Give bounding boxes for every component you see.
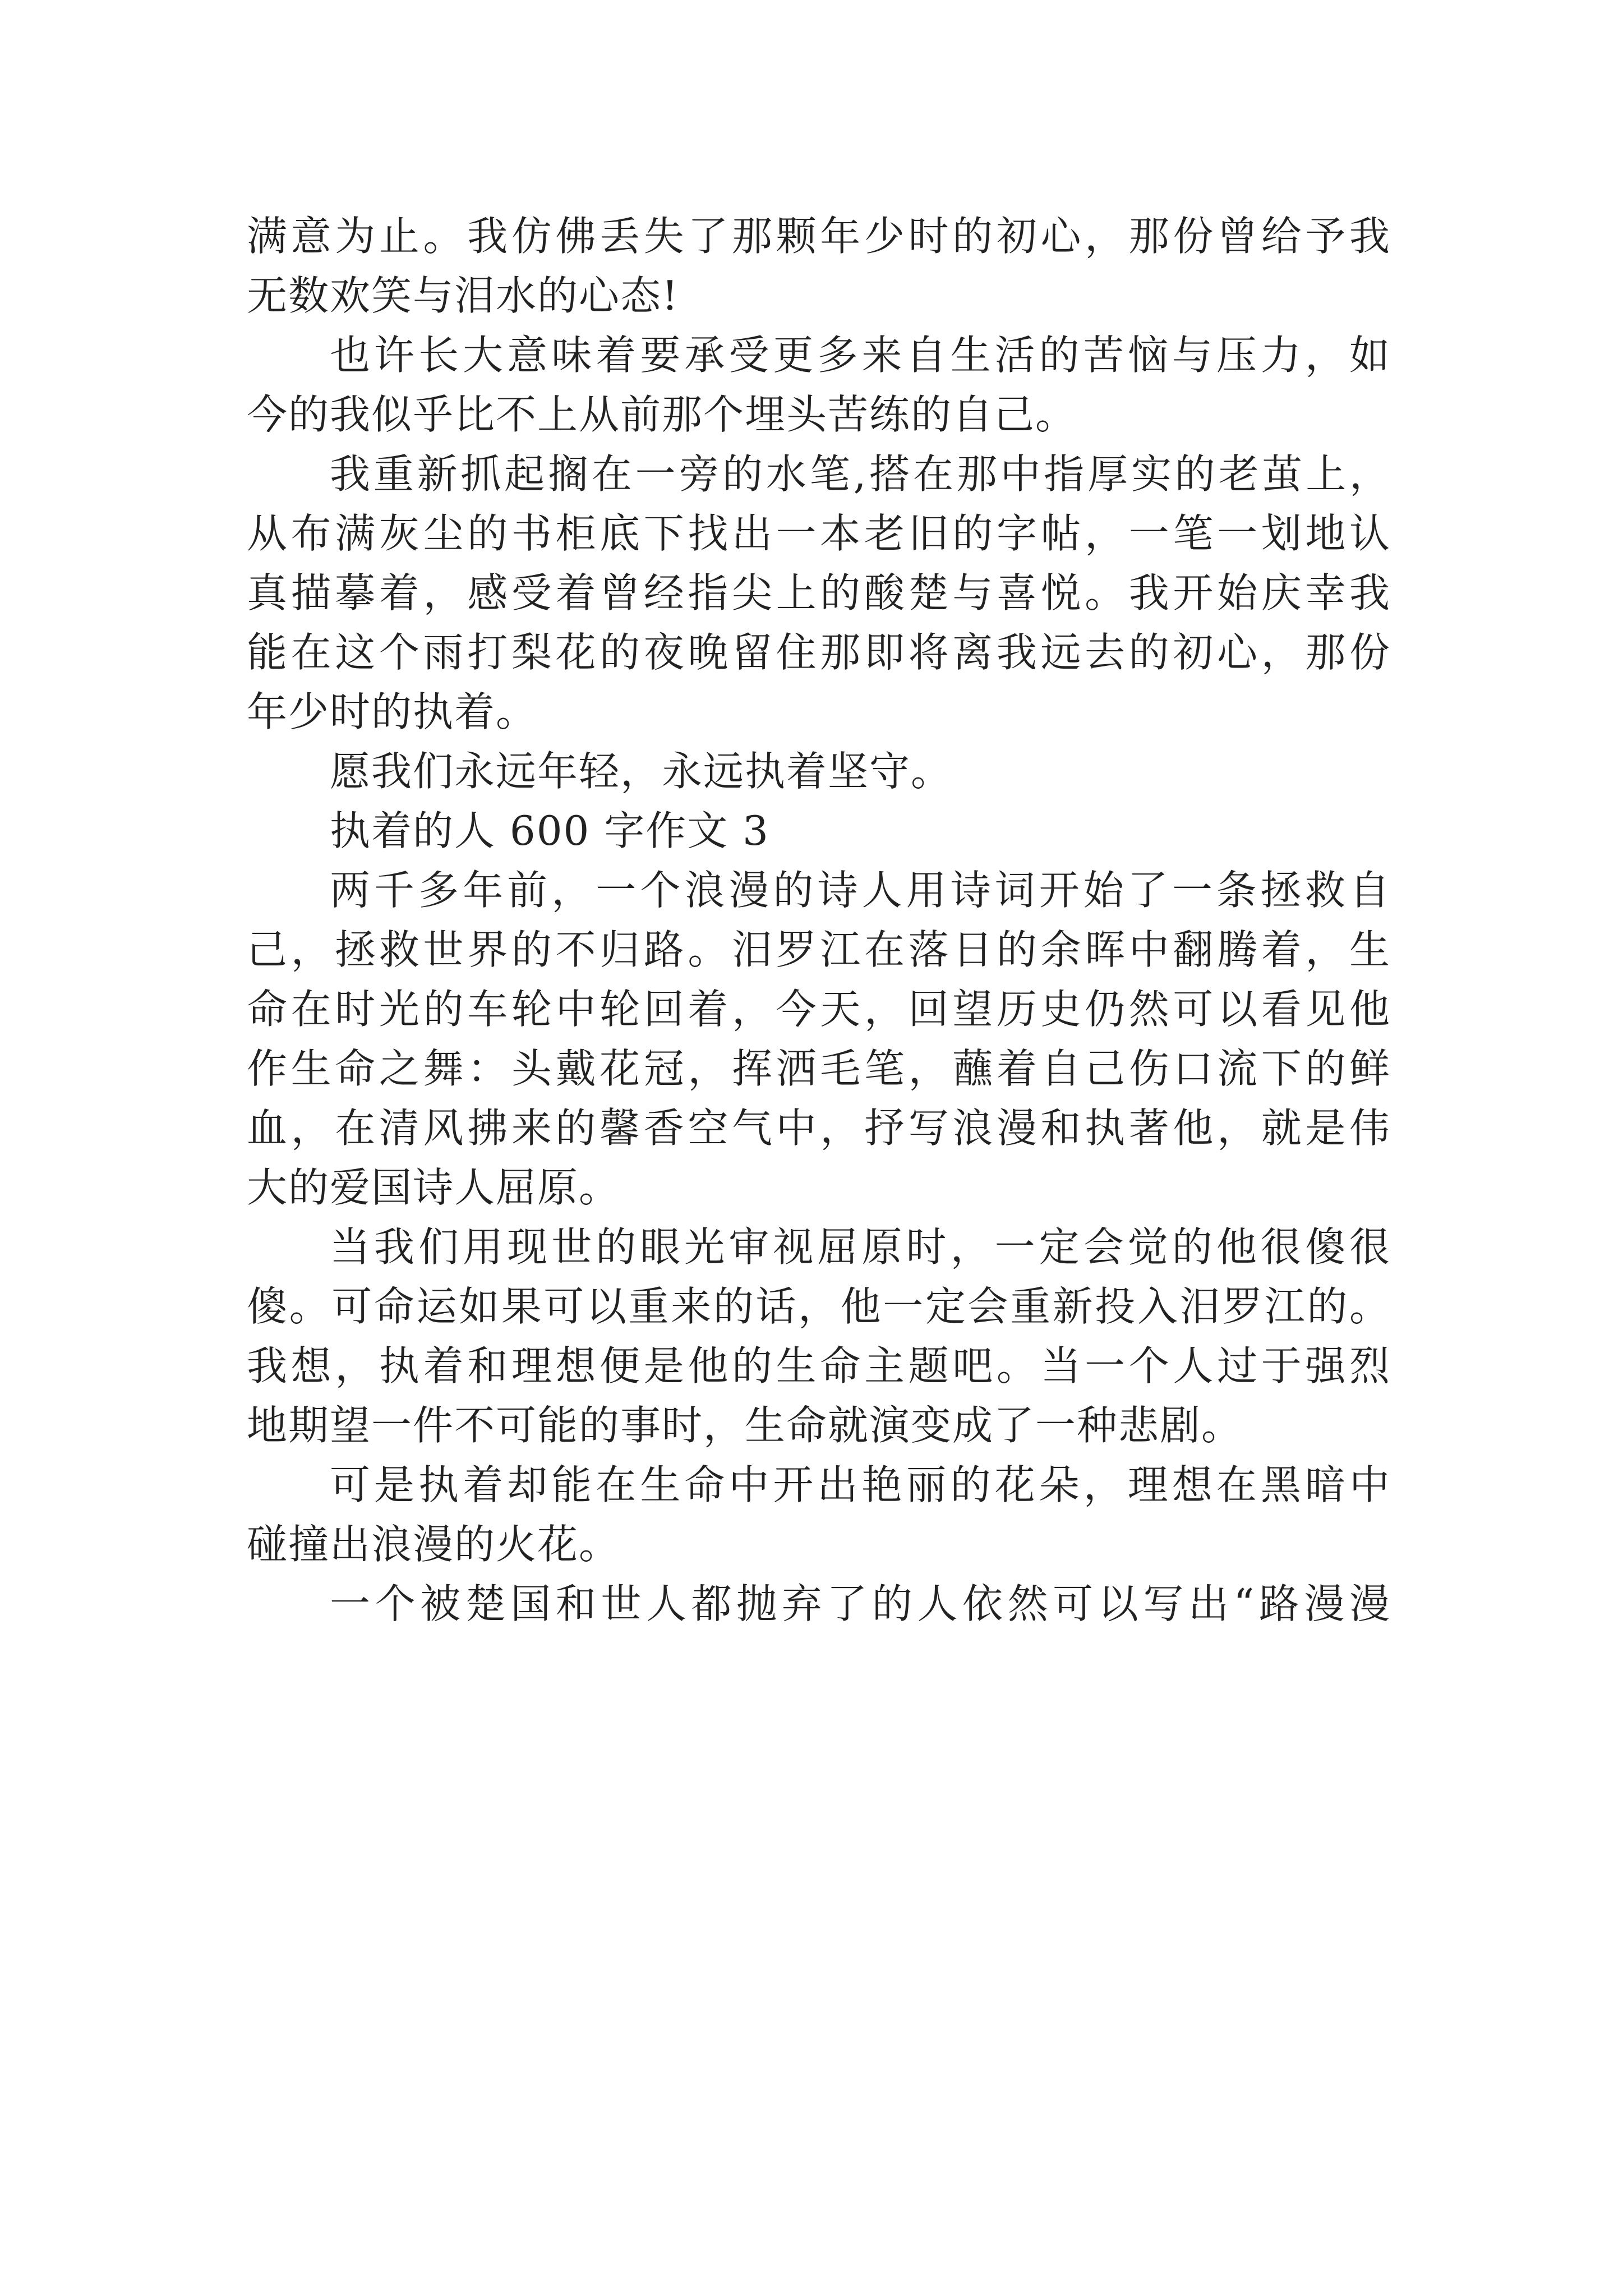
- text-line: 己，拯救世界的不归路。汨罗江在落日的余晖中翻腾着，生: [247, 926, 1391, 973]
- text-line: 两千多年前，一个浪漫的诗人用诗词开始了一条拯救自: [330, 867, 1391, 914]
- text-line: 碰撞出浪漫的火花。: [247, 1521, 621, 1568]
- text-line: 大的爱国诗人屈原。: [247, 1164, 621, 1211]
- text-line: 无数欢笑与泪水的心态!: [247, 272, 679, 319]
- text-line: 执着的人 600 字作文 3: [330, 807, 769, 854]
- text-line: 地期望一件不可能的事时，生命就演变成了一种悲剧。: [247, 1402, 1243, 1449]
- text-line: 可是执着却能在生命中开出艳丽的花朵，理想在黑暗中: [330, 1461, 1391, 1508]
- text-line: 真描摹着，感受着曾经指尖上的酸楚与喜悦。我开始庆幸我: [247, 569, 1391, 616]
- text-line: 一个被楚国和世人都抛弃了的人依然可以写出“路漫漫: [330, 1580, 1391, 1627]
- text-line: 血，在清风拂来的馨香空气中，抒写浪漫和执著他，就是伟: [247, 1105, 1391, 1152]
- text-line: 能在这个雨打梨花的夜晚留住那即将离我远去的初心，那份: [247, 629, 1391, 676]
- text-line: 傻。可命运如果可以重来的话，他一定会重新投入汨罗江的。: [247, 1283, 1391, 1330]
- text-line: 当我们用现世的眼光审视屈原时，一定会觉的他很傻很: [330, 1223, 1391, 1271]
- text-line: 从布满灰尘的书柜底下找出一本老旧的字帖，一笔一划地认: [247, 510, 1391, 557]
- document-body: [247, 206, 1391, 1634]
- text-line: 满意为止。我仿佛丢失了那颗年少时的初心，那份曾给予我: [247, 213, 1391, 260]
- text-line: 我想，执着和理想便是他的生命主题吧。当一个人过于强烈: [247, 1342, 1391, 1389]
- text-line: 也许长大意味着要承受更多来自生活的苦恼与压力，如: [330, 332, 1391, 379]
- text-line: 我重新抓起搁在一旁的水笔,搭在那中指厚实的老茧上，: [330, 450, 1391, 498]
- text-line: 愿我们永远年轻，永远执着坚守。: [330, 748, 953, 795]
- text-line: 命在时光的车轮中轮回着，今天，回望历史仍然可以看见他: [247, 986, 1391, 1033]
- text-line: 作生命之舞：头戴花冠，挥洒毛笔，蘸着自己伤口流下的鲜: [247, 1045, 1391, 1092]
- text-line: 今的我似乎比不上从前那个埋头苦练的自己。: [247, 391, 1077, 438]
- text-line: 年少时的执着。: [247, 688, 538, 735]
